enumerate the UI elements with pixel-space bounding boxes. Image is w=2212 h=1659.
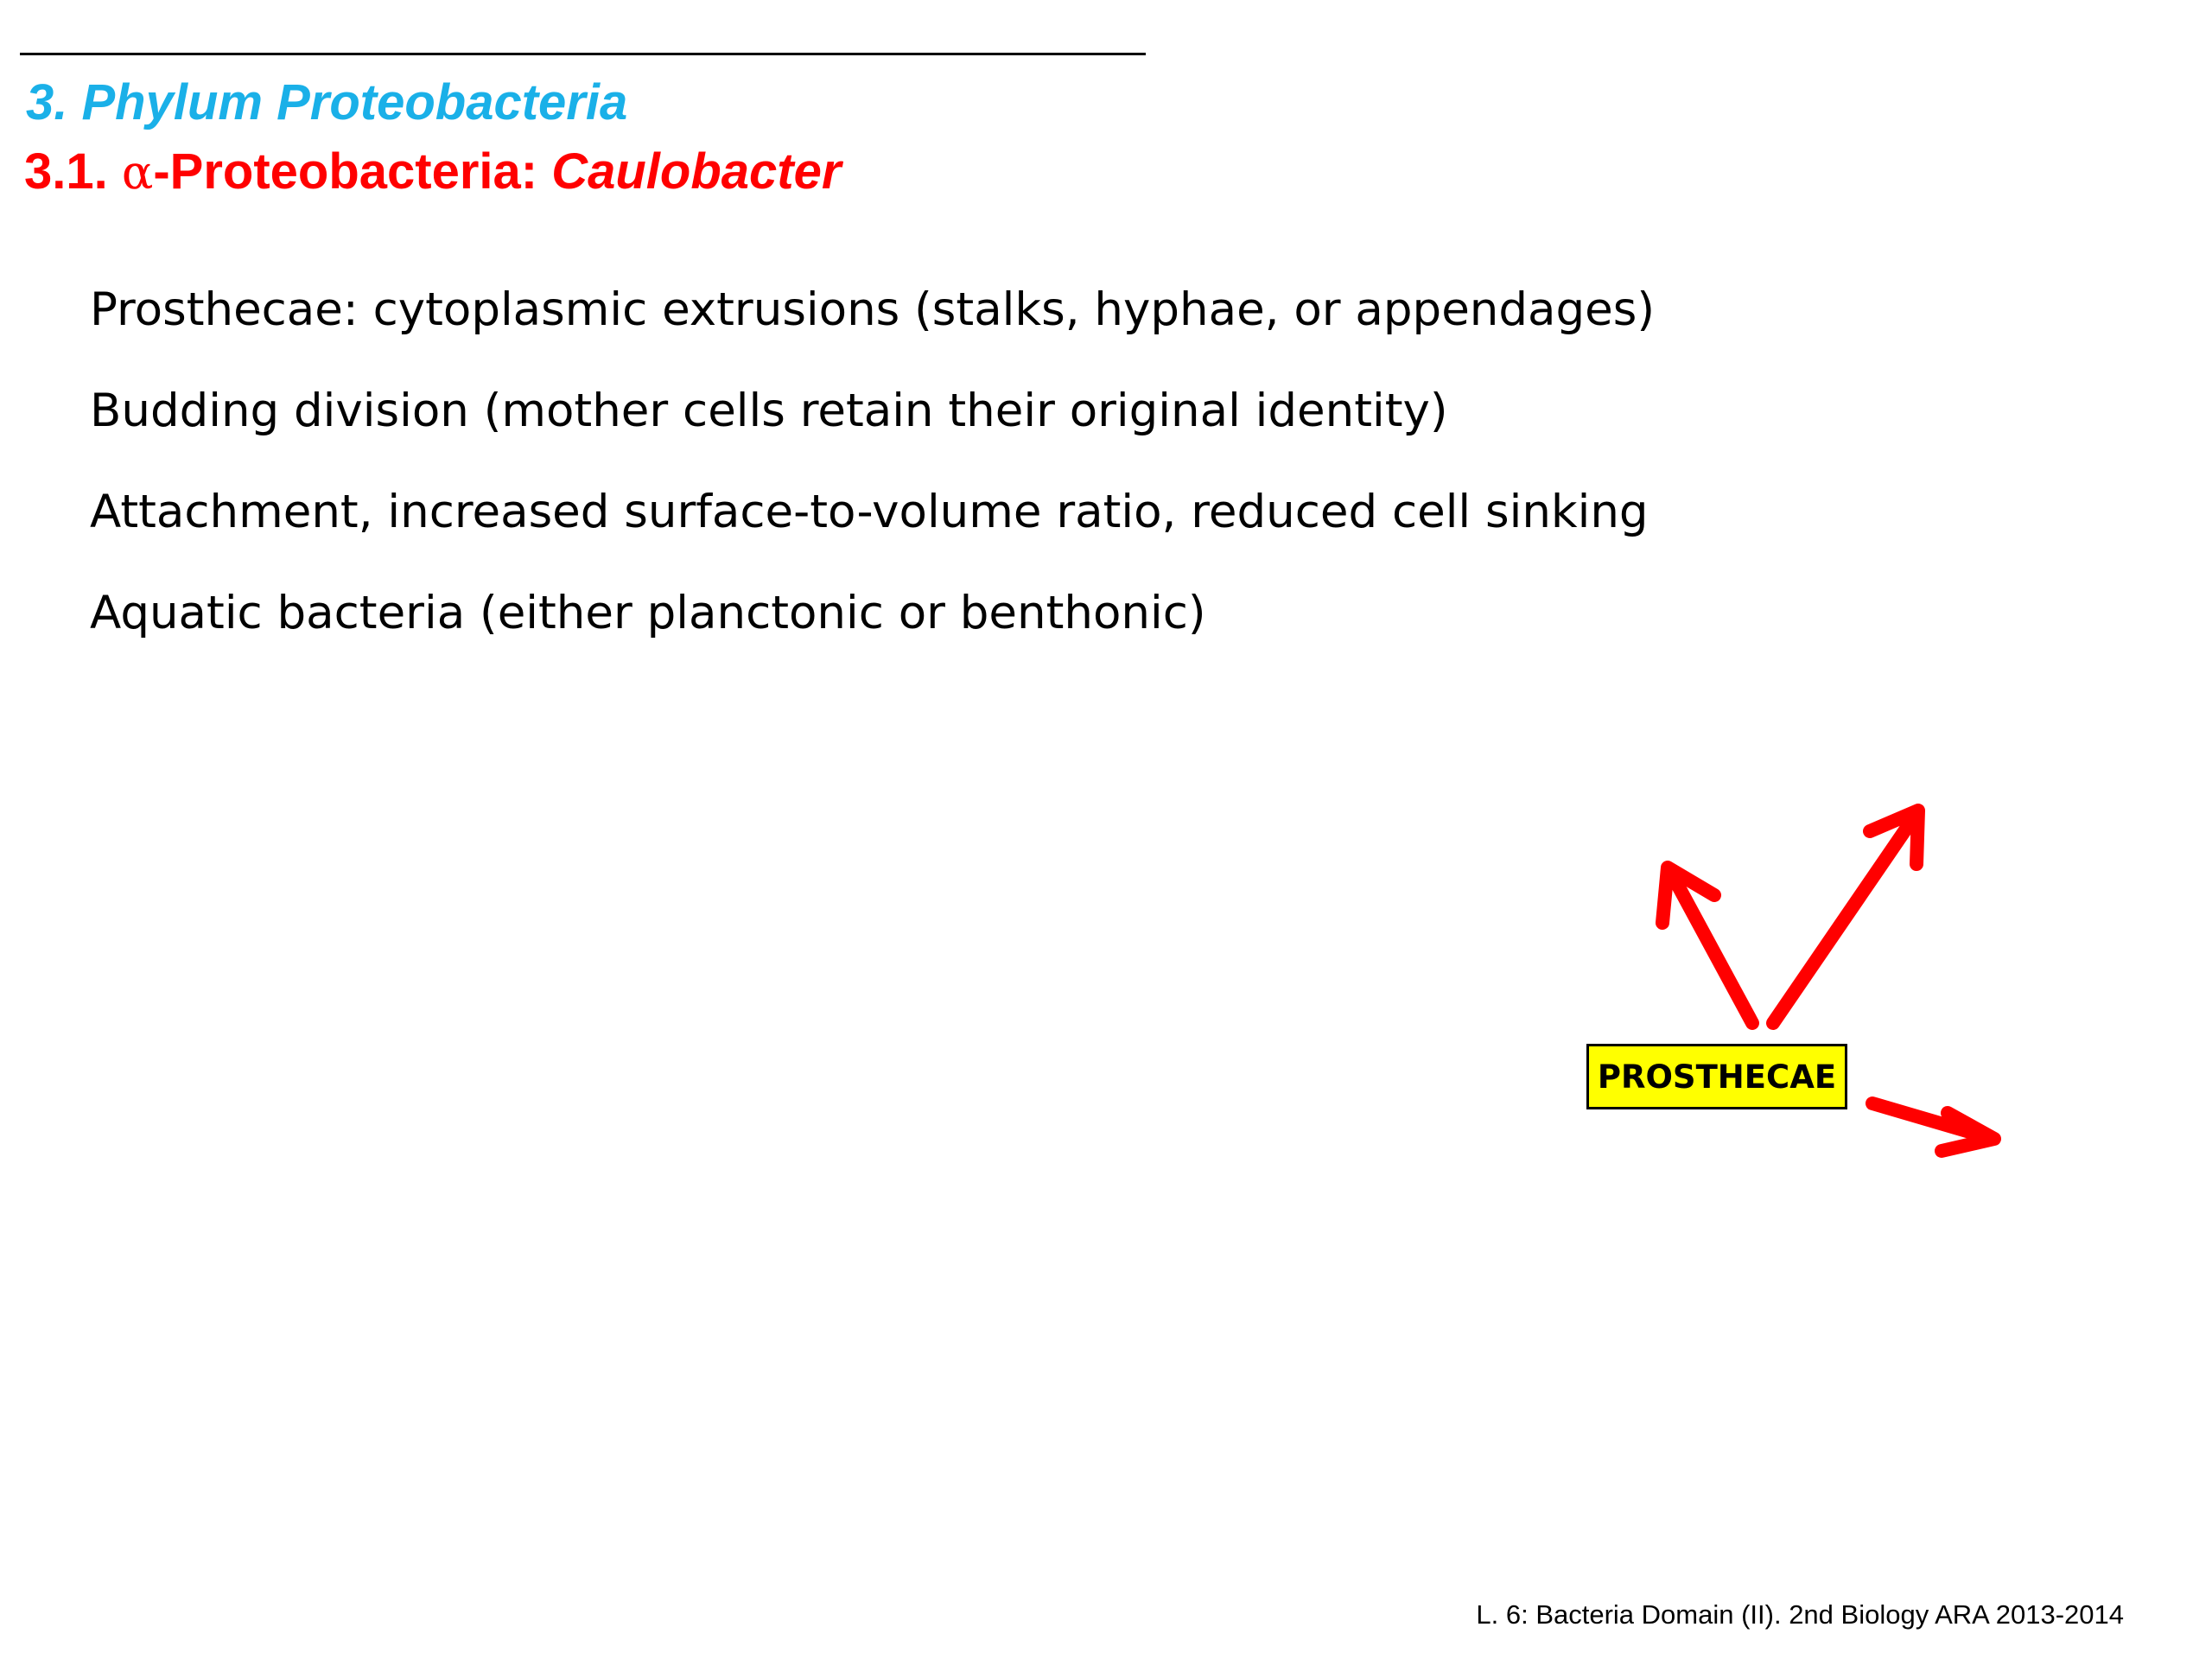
arrow-right-icon — [1872, 1103, 1994, 1151]
subsection-number: 3.1. — [24, 143, 108, 200]
bullet-item: Attachment, increased surface-to-volume ratio, reduced cell sinking — [90, 486, 1649, 538]
subsection-heading — [24, 142, 841, 203]
bullet-item: Budding division (mother cells retain their original identity) — [90, 385, 1448, 437]
alpha-symbol: α — [121, 145, 154, 200]
section-heading: 3. Phylum Proteobacteria — [26, 74, 628, 130]
bullet-item: Aquatic bacteria (either planctonic or benthonic) — [90, 587, 1206, 639]
footer-caption: L. 6: Bacteria Domain (II). 2nd Biology ARA 2013-2014 — [1476, 1599, 2124, 1630]
arrow-left-up-icon — [1662, 868, 1752, 1023]
prosthecae-label: PROSTHECAE — [1586, 1044, 1847, 1109]
subsection-title: -Proteobacteria: — [153, 143, 552, 200]
genus-name: Caulobacter — [551, 143, 842, 200]
title-rule — [20, 53, 1146, 55]
arrow-right-up-icon — [1773, 810, 1918, 1023]
bullet-item: Prosthecae: cytoplasmic extrusions (stalks, hyphae, or appendages) — [90, 283, 1656, 336]
bullet-list — [90, 283, 1655, 687]
